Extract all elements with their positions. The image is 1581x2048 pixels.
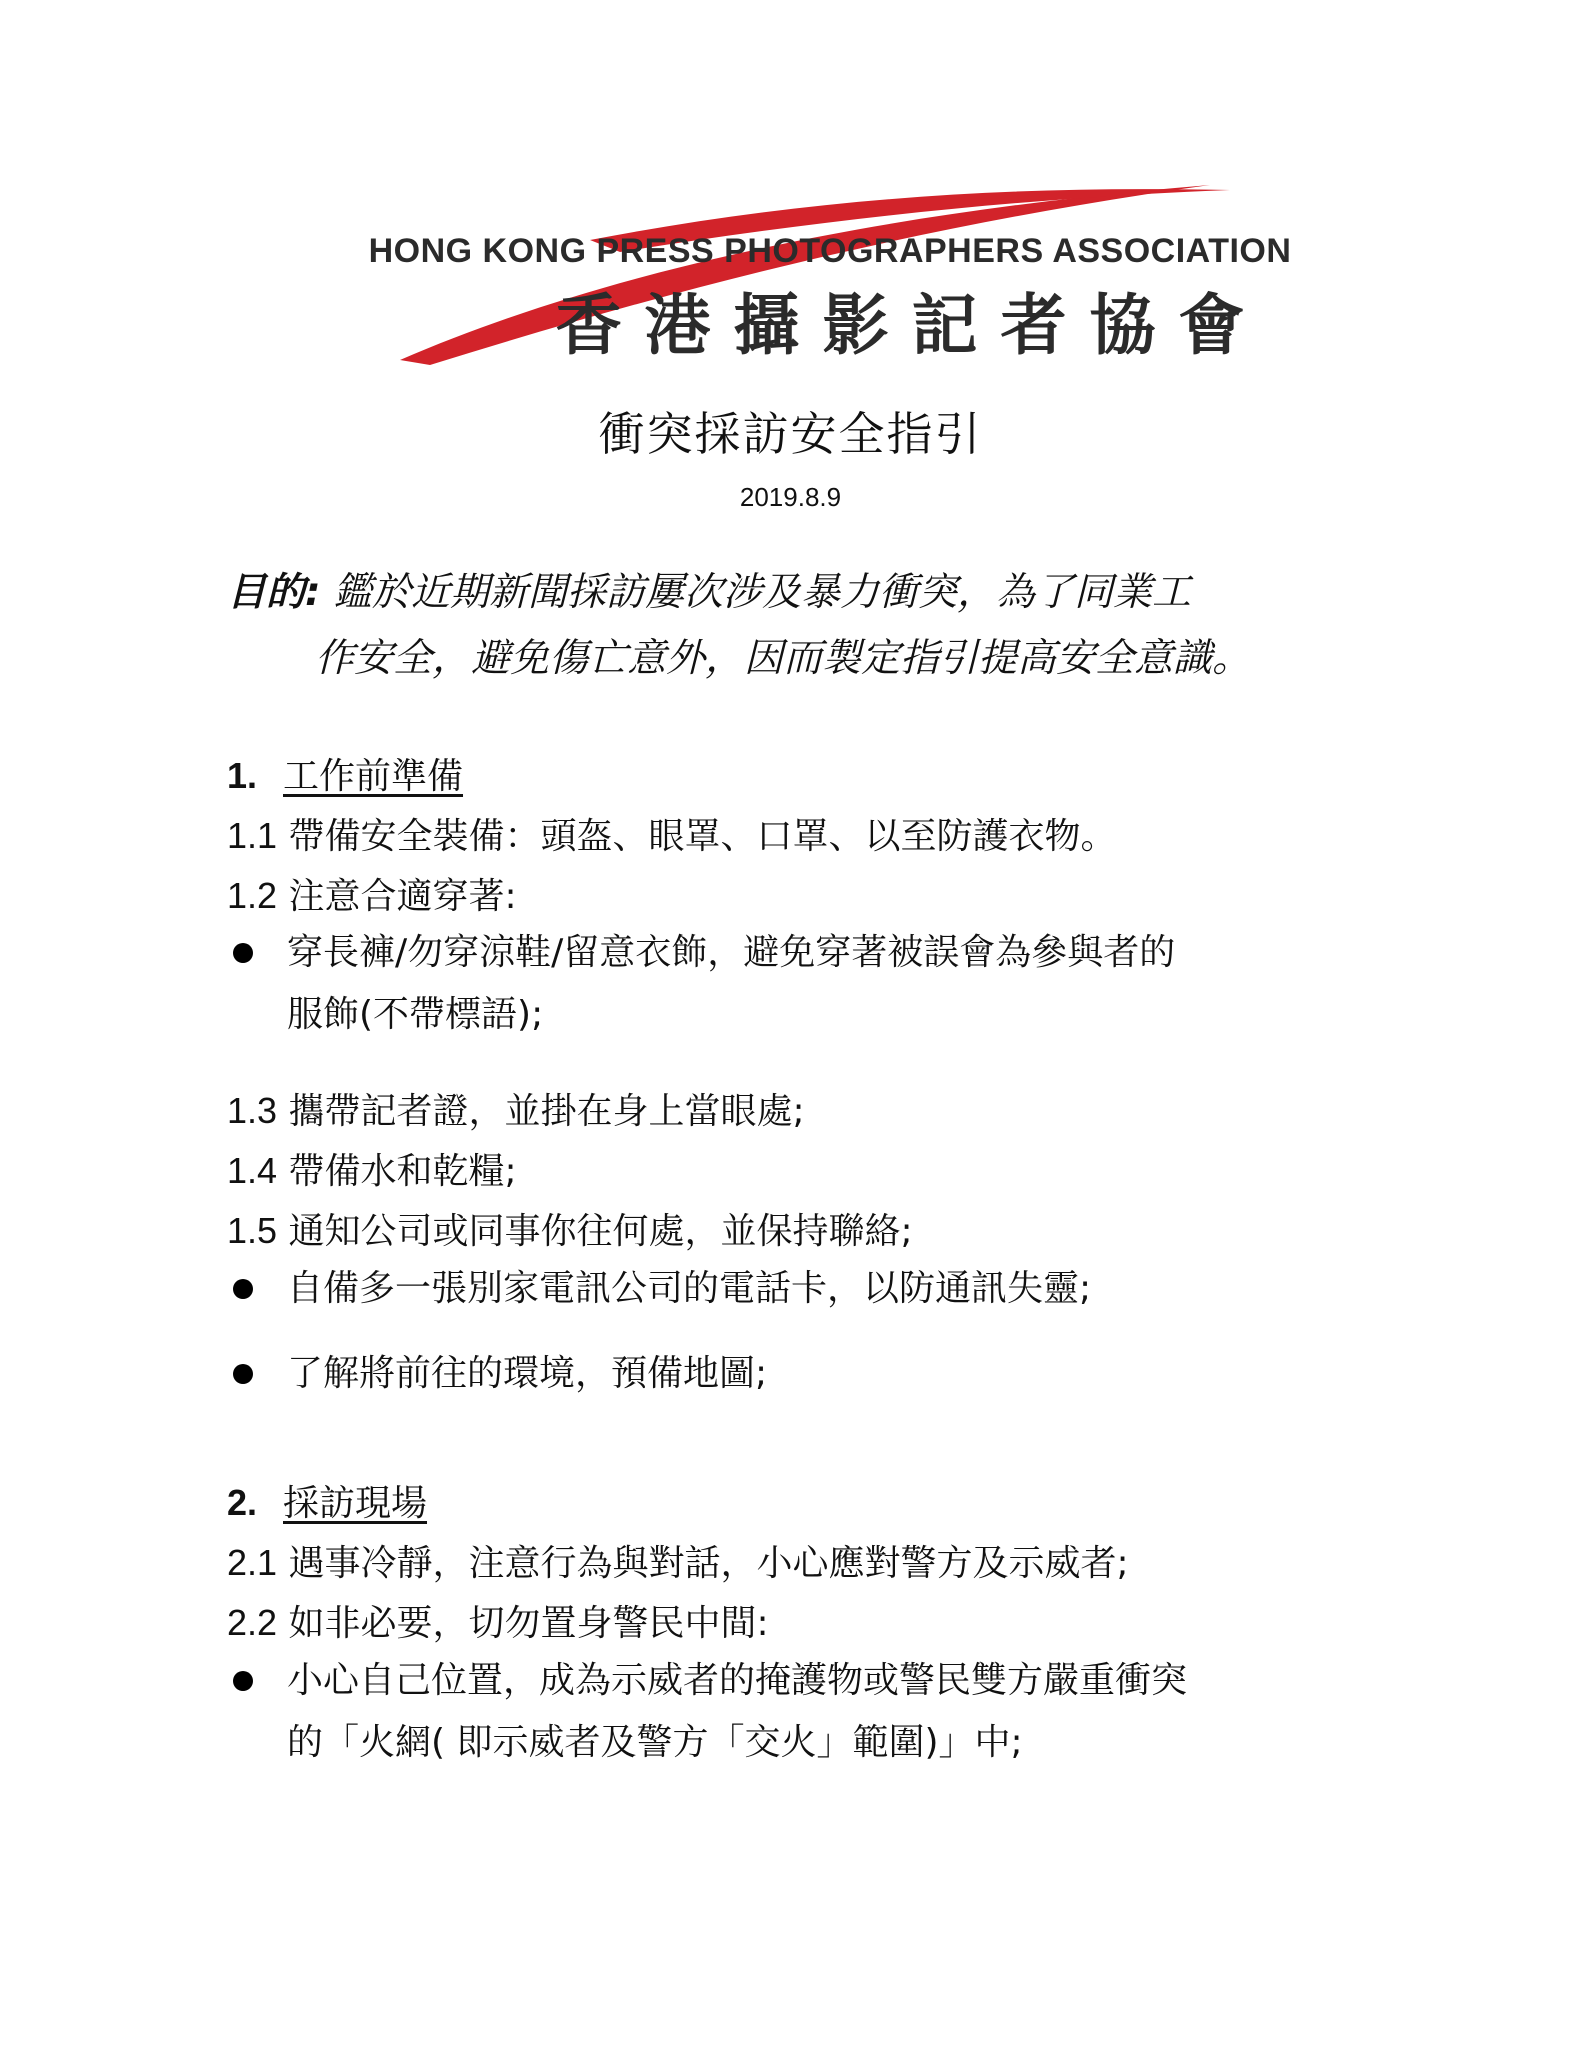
purpose-line-2: 作安全，避免傷亡意外，因而製定指引提高安全意識。 — [315, 636, 1252, 681]
item-number: 2.1 — [227, 1542, 278, 1583]
section-number: 2. — [227, 1482, 258, 1523]
association-logo — [200, 170, 1460, 370]
item-text: 帶備安全裝備：頭盔、眼罩、口罩、以至防護衣物。 — [277, 816, 1117, 857]
document-title: 衝突採訪安全指引 — [598, 407, 983, 461]
list-item — [227, 1143, 517, 1194]
bullet-line: 小心自己位置，成為示威者的掩護物或警民雙方嚴重衝突 — [287, 1660, 1188, 1701]
item-number: 1.3 — [227, 1090, 278, 1131]
item-text: 攜帶記者證，並掛在身上當眼處; — [277, 1091, 805, 1132]
item-text: 如非必要，切勿置身警民中間: — [277, 1603, 769, 1644]
logo-chinese-name: 香 港 攝 影 記 者 協 會 — [555, 287, 1245, 364]
list-item — [227, 1083, 805, 1134]
logo-english-name: HONG KONG PRESS PHOTOGRAPHERS ASSOCIATION — [368, 232, 1292, 270]
item-number: 1.2 — [227, 875, 278, 916]
bullet-line: 的「火網( 即示威者及警方「交火」範圍)」中; — [287, 1722, 1023, 1763]
list-item — [227, 868, 517, 919]
bullet-item — [227, 1258, 1377, 1320]
bullet-dot-icon — [233, 943, 253, 963]
item-text: 帶備水和乾糧; — [277, 1151, 517, 1192]
section-heading — [227, 1475, 427, 1526]
item-text: 通知公司或同事你往何處，並保持聯絡; — [277, 1211, 913, 1252]
bullet-dot-icon — [233, 1279, 253, 1299]
bullet-dot-icon — [233, 1364, 253, 1384]
logo-swoosh-graphic — [200, 170, 1460, 370]
bullet-item — [227, 1650, 1377, 1774]
list-item — [227, 1203, 913, 1254]
section-title: 工作前準備 — [283, 756, 464, 797]
item-text: 注意合適穿著: — [277, 876, 517, 917]
section-number: 1. — [227, 755, 258, 796]
list-item — [227, 1535, 1129, 1586]
bullet-line: 自備多一張別家電訊公司的電話卡，以防通訊失靈; — [287, 1268, 1092, 1309]
purpose-statement — [227, 560, 1407, 692]
section-heading — [227, 748, 463, 799]
purpose-line-1: 鑑於近期新聞採訪屢次涉及暴力衝突，為了同業工 — [320, 570, 1192, 615]
bullet-item — [227, 1343, 1377, 1405]
item-text: 遇事冷靜，注意行為與對話，小心應對警方及示威者; — [277, 1543, 1129, 1584]
list-item — [227, 1595, 769, 1646]
bullet-line: 了解將前往的環境，預備地圖; — [287, 1353, 768, 1394]
purpose-label: 目的: — [227, 570, 321, 615]
document-date: 2019.8.9 — [739, 482, 842, 512]
item-number: 1.1 — [227, 815, 278, 856]
bullet-line: 服飾(不帶標語); — [287, 994, 544, 1035]
list-item — [227, 808, 1117, 859]
item-number: 1.4 — [227, 1150, 278, 1191]
section-title: 採訪現場 — [283, 1483, 428, 1524]
item-number: 1.5 — [227, 1210, 278, 1251]
bullet-line: 穿長褲/勿穿涼鞋/留意衣飾，避免穿著被誤會為參與者的 — [287, 932, 1176, 973]
item-number: 2.2 — [227, 1602, 278, 1643]
bullet-item — [227, 922, 1377, 1046]
bullet-dot-icon — [233, 1671, 253, 1691]
